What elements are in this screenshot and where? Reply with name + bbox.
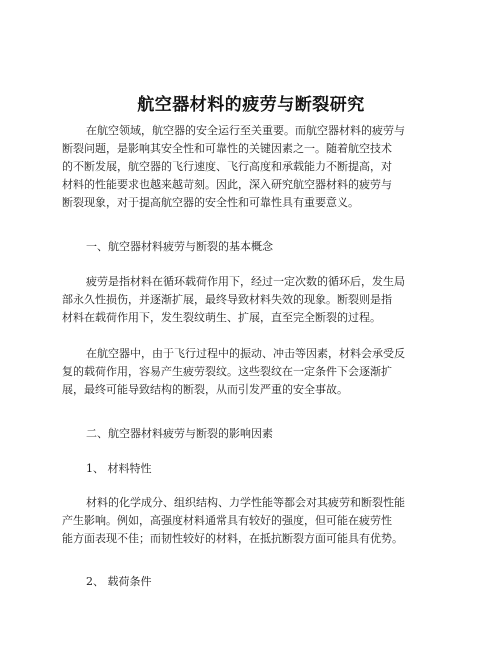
section-1-paragraph-2 [62, 345, 442, 399]
paragraph-line: 产生影响。例如，高强度材料通常具有较好的强度，但可能在疲劳性 [62, 514, 392, 527]
paragraph-line: 在航空器中，由于飞行过程中的振动、冲击等因素，材料会承受反 [86, 347, 405, 360]
intro-line: 断裂问题，是影响其安全性和可靠性的关键因素之一。随着航空技术 [62, 142, 392, 155]
paragraph-line: 复的载荷作用，容易产生疲劳裂纹。这些裂纹在一定条件下会逐渐扩 [62, 365, 392, 378]
paragraph-line: 部永久性损伤，并逐渐扩展，最终导致材料失效的现象。断裂则是指 [62, 293, 392, 306]
intro-line: 材料的性能要求也越来越苛刻。因此，深入研究航空器材料的疲劳与 [62, 178, 392, 191]
paragraph-line: 材料在载荷作用下，发生裂纹萌生、扩展，直至完全断裂的过程。 [62, 311, 381, 324]
subsection-2-heading: 2、 载荷条件 [86, 575, 152, 588]
document-title: 航空器材料的疲劳与断裂研究 [137, 95, 365, 115]
section-1-heading: 一、航空器材料疲劳与断裂的基本概念 [86, 240, 273, 253]
paragraph-line: 展，最终可能导致结构的断裂，从而引发严重的安全事故。 [62, 383, 348, 396]
intro-line: 在航空领域，航空器的安全运行至关重要。而航空器材料的疲劳与 [86, 124, 405, 137]
subsection-1-heading: 1、 材料特性 [86, 462, 152, 475]
section-2-heading: 二、航空器材料疲劳与断裂的影响因素 [86, 427, 273, 440]
subsection-1-paragraph [62, 494, 442, 548]
intro-line: 的不断发展，航空器的飞行速度、飞行高度和承载能力不断提高，对 [62, 160, 392, 173]
paragraph-line: 材料的化学成分、组织结构、力学性能等都会对其疲劳和断裂性能 [86, 496, 405, 509]
paragraph-line: 能方面表现不佳；而韧性较好的材料，在抵抗断裂方面可能具有优势。 [62, 532, 403, 545]
paragraph-line: 疲劳是指材料在循环载荷作用下，经过一定次数的循环后，发生局 [86, 275, 405, 288]
intro-paragraph [62, 122, 442, 212]
section-1-paragraph-1 [62, 273, 442, 327]
intro-line: 断裂现象，对于提高航空器的安全性和可靠性具有重要意义。 [62, 196, 359, 209]
